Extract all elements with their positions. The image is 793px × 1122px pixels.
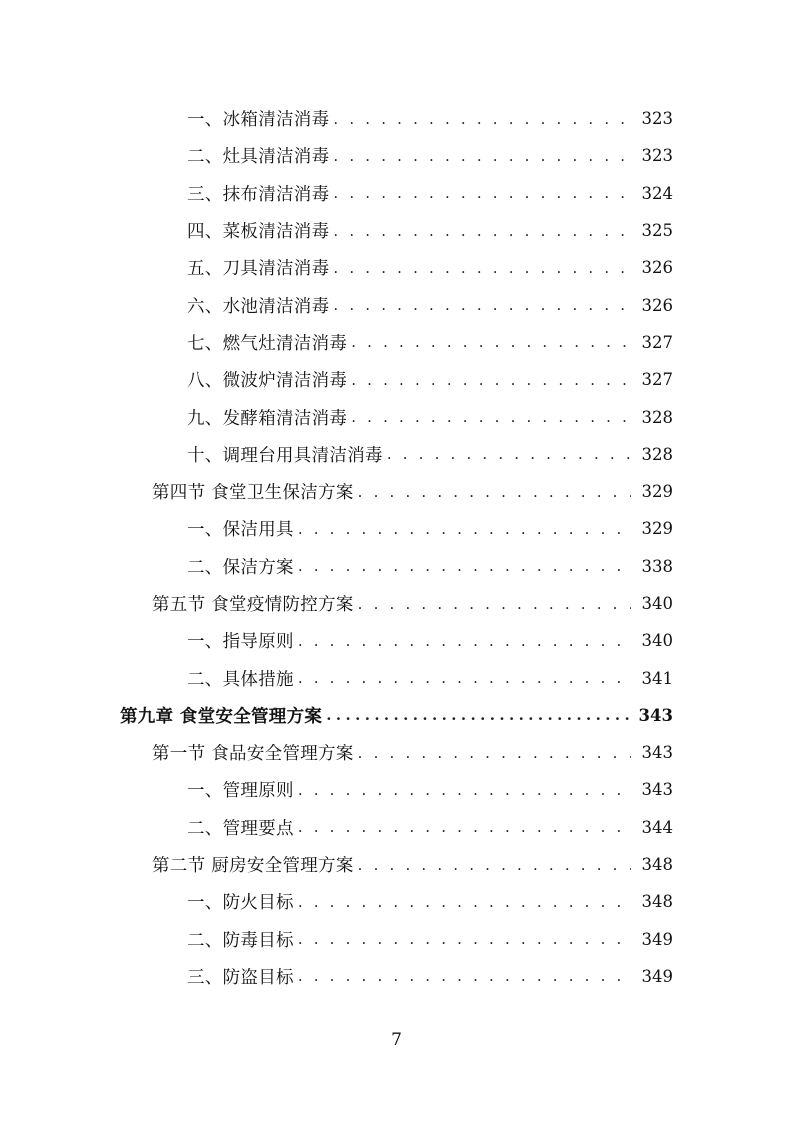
toc-page-number: 329 [641, 482, 673, 502]
toc-subsection-entry[interactable] [0, 958, 793, 995]
dot-leader [333, 259, 631, 277]
toc-subsection-entry[interactable] [0, 436, 793, 473]
toc-page-number: 340 [641, 594, 673, 613]
dot-leader [358, 483, 631, 501]
toc-entry-title: 三、防盗目标 [187, 967, 294, 988]
dot-leader [298, 632, 631, 650]
toc-subsection-entry[interactable] [0, 510, 793, 547]
toc-subsection-entry[interactable] [0, 137, 793, 174]
toc-page-number: 328 [641, 444, 673, 464]
toc-entry-title: 二、防毒目标 [187, 930, 294, 951]
toc-page-number: 348 [641, 892, 673, 912]
toc-entry-title: 一、管理原则 [187, 781, 294, 802]
toc-entry-title: 二、具体措施 [187, 669, 294, 690]
dot-leader [351, 371, 631, 389]
toc-page-number: 343 [638, 705, 673, 725]
toc-section-entry[interactable] [0, 846, 793, 883]
toc-page-number: 349 [641, 929, 673, 949]
toc-entry-title: 二、保洁方案 [187, 557, 294, 578]
dot-leader [298, 520, 631, 538]
toc-page-number: 344 [641, 817, 673, 837]
toc-page-number: 323 [641, 146, 673, 166]
toc-page-number: 329 [641, 519, 673, 539]
toc-entry-title: 第一节 食品安全管理方案 [152, 744, 354, 765]
toc-section-entry[interactable] [0, 734, 793, 771]
toc-page-number: 341 [641, 668, 673, 688]
toc-page-number: 325 [641, 221, 673, 241]
toc-entry-title: 七、燃气灶清洁消毒 [187, 333, 348, 354]
toc-subsection-entry[interactable] [0, 883, 793, 920]
toc-subsection-entry[interactable] [0, 361, 793, 398]
toc-chapter-entry[interactable] [0, 697, 793, 734]
dot-leader [358, 595, 631, 613]
toc-page-number: 343 [641, 743, 673, 763]
toc-subsection-entry[interactable] [0, 921, 793, 958]
dot-leader [358, 856, 631, 874]
toc-entry-title: 第五节 食堂疫情防控方案 [152, 595, 354, 615]
toc-subsection-entry[interactable] [0, 809, 793, 846]
toc-subsection-entry[interactable] [0, 212, 793, 249]
dot-leader [298, 818, 631, 836]
toc-entry-title: 一、保洁用具 [187, 520, 294, 541]
toc-page-number: 324 [641, 183, 673, 203]
toc-entry-title: 十、调理台用具清洁消毒 [187, 445, 383, 466]
dot-leader [298, 557, 631, 575]
dot-leader [298, 669, 631, 687]
toc-subsection-entry[interactable] [0, 771, 793, 808]
dot-leader [326, 706, 630, 724]
table-of-contents [0, 100, 793, 995]
toc-page-number: 323 [641, 109, 673, 129]
toc-entry-title: 一、指导原则 [187, 632, 294, 653]
toc-page-number: 326 [641, 258, 673, 278]
toc-entry-title: 一、防火目标 [187, 893, 294, 914]
toc-page-number: 340 [641, 631, 673, 651]
toc-entry-title: 六、水池清洁消毒 [187, 296, 330, 317]
toc-entry-title: 一、冰箱清洁消毒 [187, 110, 330, 131]
dot-leader [358, 744, 631, 762]
toc-page-number: 327 [641, 332, 673, 352]
dot-leader [351, 408, 631, 426]
toc-entry-title: 三、抹布清洁消毒 [187, 184, 330, 205]
toc-subsection-entry[interactable] [0, 100, 793, 137]
toc-page-number: 338 [641, 556, 673, 576]
dot-leader [351, 333, 631, 351]
dot-leader [333, 296, 631, 314]
toc-subsection-entry[interactable] [0, 249, 793, 286]
toc-page-number: 343 [641, 780, 673, 800]
dot-leader [298, 893, 631, 911]
toc-section-entry[interactable] [0, 585, 793, 622]
toc-page-number: 348 [641, 855, 673, 875]
dot-leader [333, 222, 631, 240]
toc-page-number: 349 [641, 966, 673, 986]
dot-leader [298, 781, 631, 799]
dot-leader [298, 967, 631, 985]
toc-page-number: 328 [641, 407, 673, 427]
dot-leader [333, 110, 631, 128]
page-number: 7 [391, 1030, 402, 1050]
toc-entry-title: 第九章 食堂安全管理方案 [120, 706, 323, 727]
dot-leader [333, 147, 631, 165]
toc-subsection-entry[interactable] [0, 324, 793, 361]
toc-entry-title: 二、灶具清洁消毒 [187, 147, 330, 168]
toc-entry-title: 第二节 厨房安全管理方案 [152, 856, 354, 877]
toc-subsection-entry[interactable] [0, 398, 793, 435]
toc-section-entry[interactable] [0, 473, 793, 510]
toc-subsection-entry[interactable] [0, 659, 793, 696]
dot-leader [333, 184, 631, 202]
toc-entry-title: 二、管理要点 [187, 818, 294, 839]
toc-subsection-entry[interactable] [0, 622, 793, 659]
dot-leader [387, 445, 631, 463]
toc-page-number: 326 [641, 295, 673, 315]
toc-entry-title: 五、刀具清洁消毒 [187, 259, 330, 280]
toc-subsection-entry[interactable] [0, 286, 793, 323]
toc-subsection-entry[interactable] [0, 548, 793, 585]
toc-entry-title: 八、微波炉清洁消毒 [187, 371, 348, 392]
toc-entry-title: 第四节 食堂卫生保洁方案 [152, 483, 354, 504]
toc-entry-title: 九、发酵箱清洁消毒 [187, 408, 348, 429]
toc-entry-title: 四、菜板清洁消毒 [187, 222, 330, 243]
toc-subsection-entry[interactable] [0, 175, 793, 212]
dot-leader [298, 930, 631, 948]
toc-page-number: 327 [641, 370, 673, 390]
